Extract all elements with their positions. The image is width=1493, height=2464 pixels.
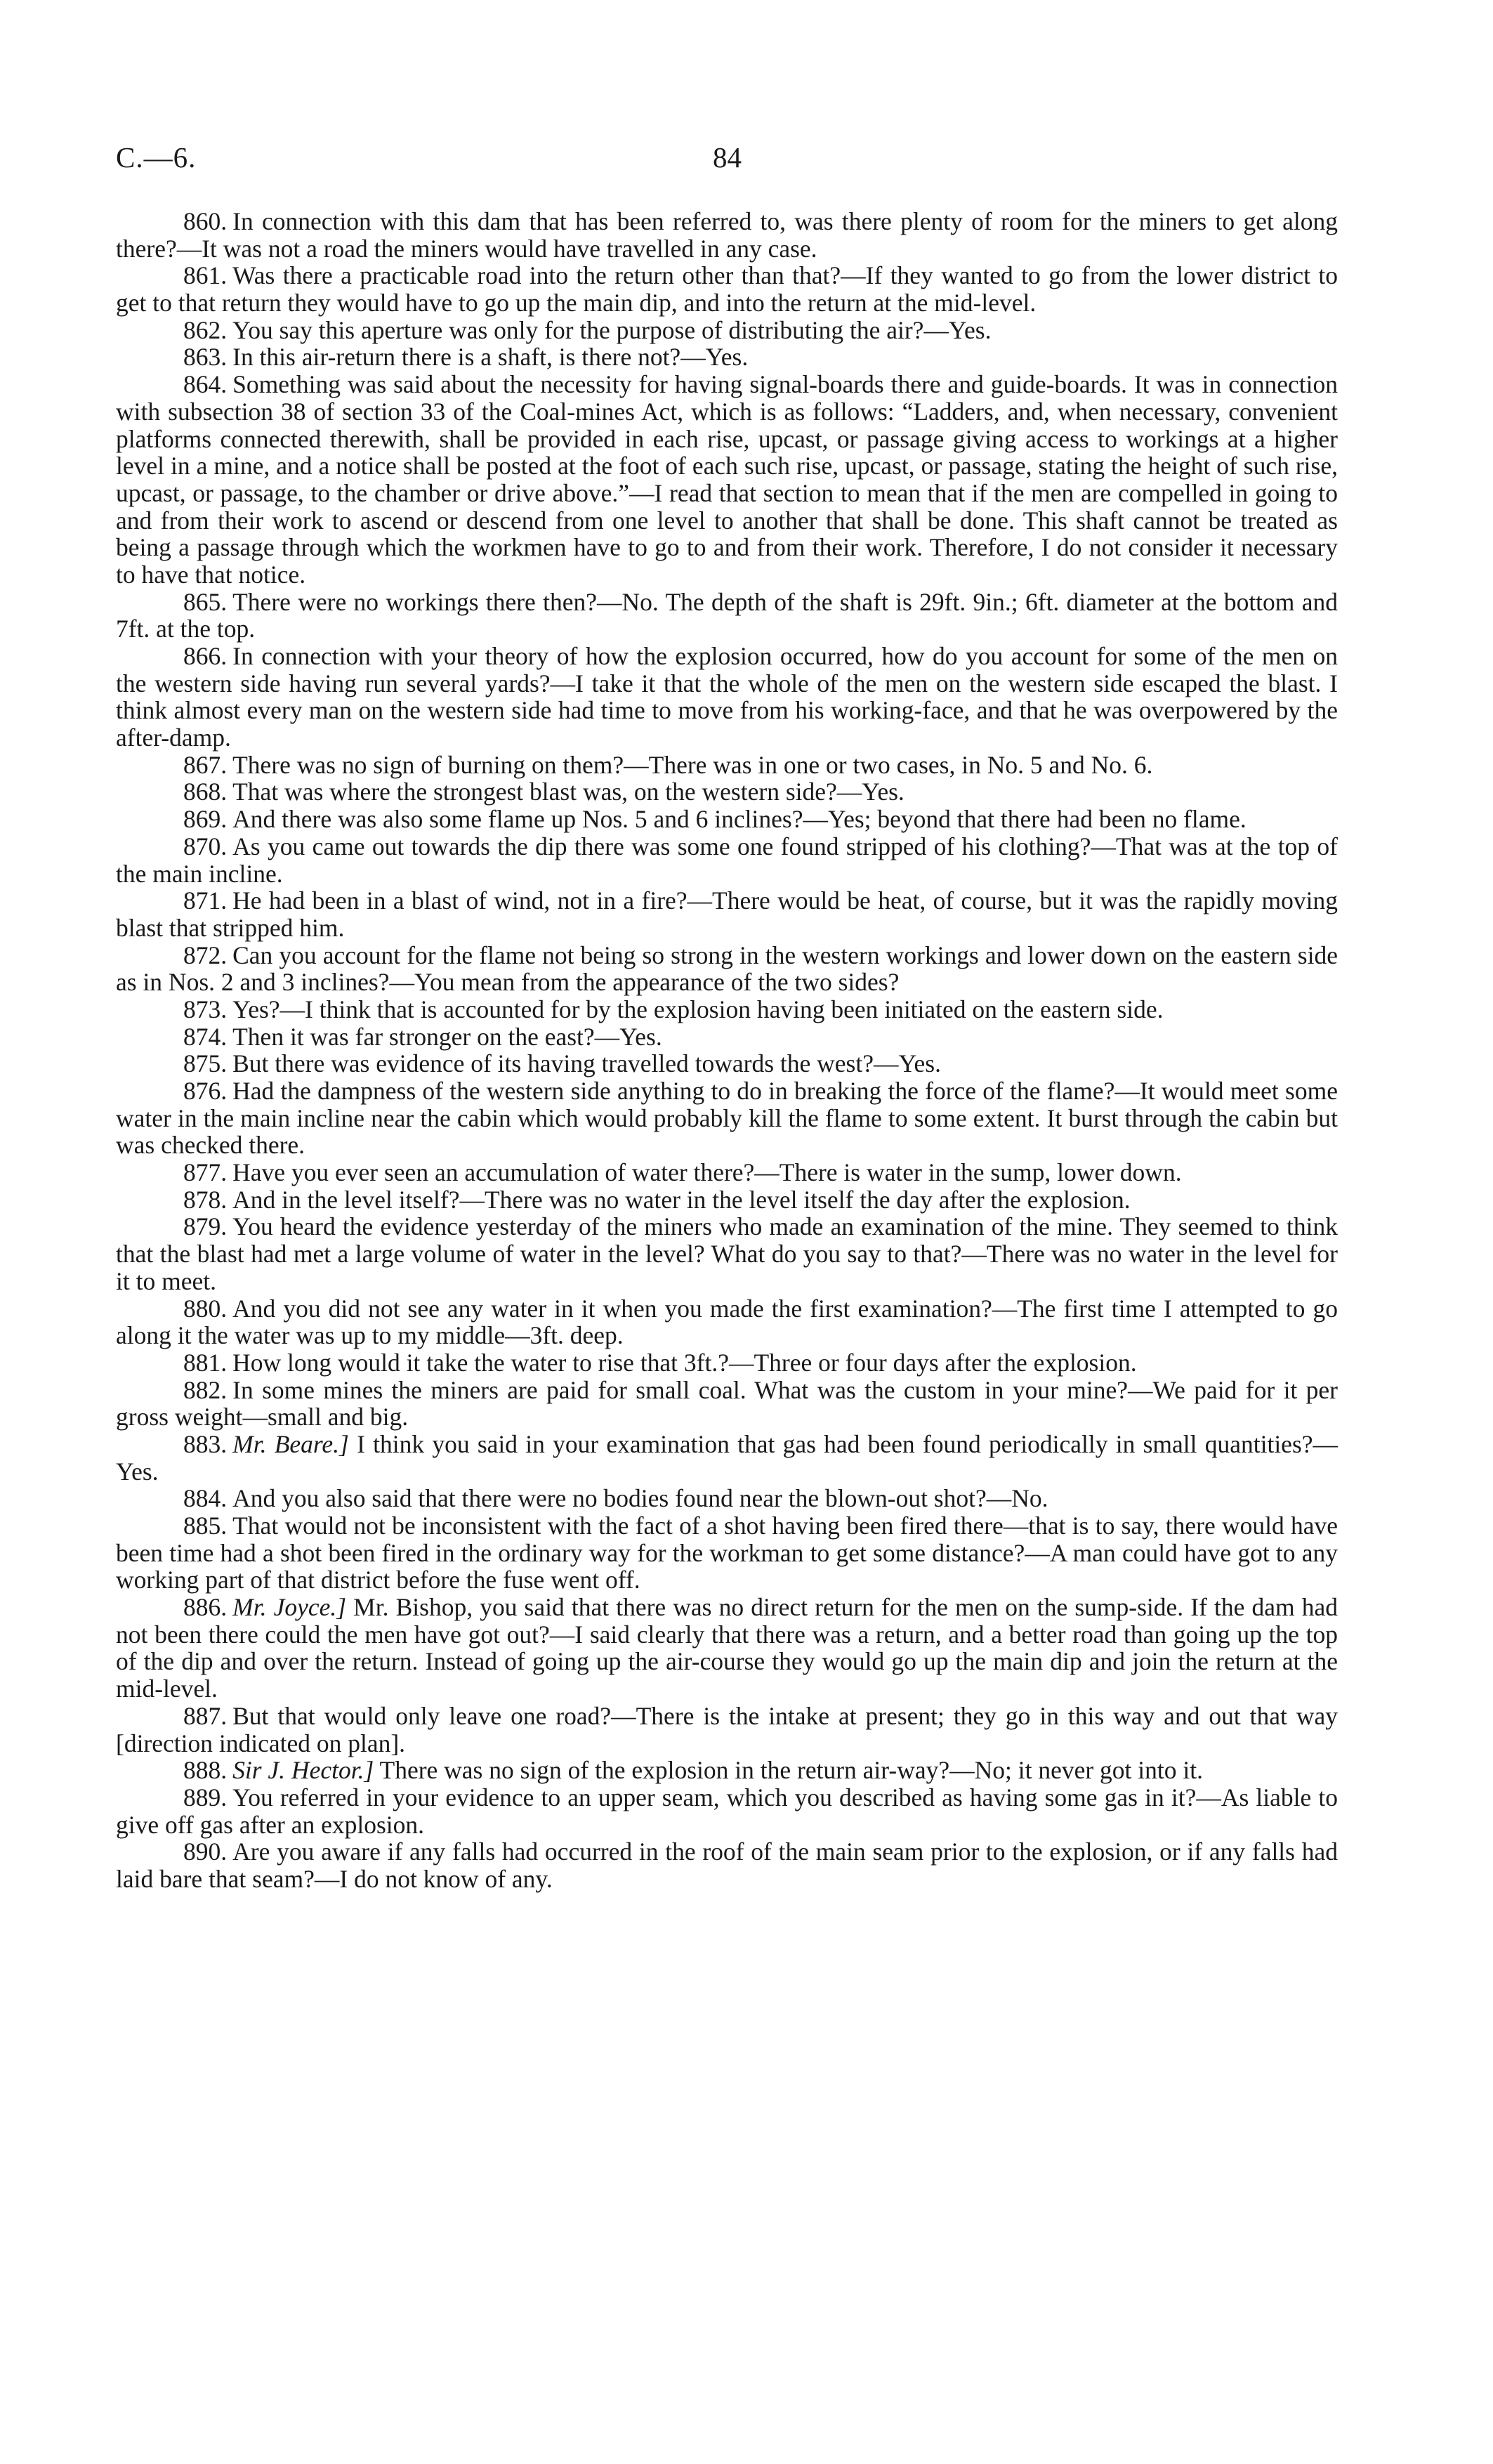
question-number: 862. [183, 315, 228, 344]
question-paragraph [116, 643, 1338, 752]
question-paragraph [116, 317, 1338, 344]
page-header [116, 140, 1338, 183]
question-text: You heard the evidence yesterday of the miners who made an examination of the mine. They seemed to think that the blast had met a large volume of water in the level? What do you say to that?—There was no water in the level for it to meet. [116, 1212, 1338, 1295]
question-number: 877. [183, 1158, 228, 1187]
page-number: 84 [713, 141, 742, 173]
question-text: I think you said in your examination that gas had been found periodically in small quantities?—Yes. [116, 1429, 1339, 1486]
question-number: 860. [183, 207, 228, 235]
question-paragraph [116, 371, 1338, 589]
question-text: In some mines the miners are paid for small coal. What was the custom in your mine?—We paid for it per gross weight—small and big. [116, 1375, 1338, 1431]
question-text: But that would only leave one road?—There is the intake at present; they go in this way and out that way [direction indicated on plan]. [116, 1701, 1338, 1757]
question-paragraph [116, 1485, 1338, 1512]
question-paragraph [116, 1050, 1338, 1077]
question-text: Yes?—I think that is accounted for by the explosion having been initiated on the eastern side. [232, 995, 1164, 1023]
question-text: You say this aperture was only for the purpose of distributing the air?—Yes. [232, 315, 992, 344]
question-text: And you also said that there were no bodies found near the blown-out shot?—No. [232, 1484, 1048, 1513]
question-number: 869. [183, 805, 228, 834]
question-paragraph [116, 1349, 1338, 1377]
question-text: Had the dampness of the western side anything to do in breaking the force of the flame?—It would meet some water in the main incline near the cabin which would probably kill the flame to some extent. It burst through the cabin but was checked there. [116, 1077, 1338, 1160]
question-text: In connection with your theory of how the explosion occurred, how do you account for some of the men on the western side having run several yards?—I take it that the whole of the men on the western side escaped the blast. I think almost every man on the western side had time to move from his working-face, and that he was overpowered by the after-damp. [116, 642, 1338, 752]
speaker-name: Mr. Beare.] [232, 1429, 349, 1458]
question-number: 863. [183, 343, 228, 372]
question-text: Something was said about the necessity for having signal-boards there and guide-boards. It was in connection with subsection 38 of section 33 of the Coal-mines Act, which is as follows: “Ladders, and, when necessary, convenient platforms connected therewith, shall be provided in each rise, upcast, or passage giving access to workings at a higher level in a mine, and a notice shall be posted at the foot of each such rise, upcast, or passage, stating the height of such rise, upcast, or passage, to the chamber or drive above.”—I read that section to mean that if the men are compelled in going to and from their work to ascend or descend from one level to another that shall be done. This shaft cannot be treated as being a passage through which the workmen have to go to and from their work. Therefore, I do not consider it necessary to have that notice. [116, 370, 1338, 589]
question-text: And there was also some flame up Nos. 5 and 6 inclines?—Yes; beyond that there had been no flame. [232, 805, 1247, 834]
question-number: 865. [183, 587, 228, 616]
question-number: 866. [183, 642, 228, 670]
question-text: And in the level itself?—There was no water in the level itself the day after the explosion. [232, 1185, 1131, 1214]
question-text: There was no sign of the explosion in the return air-way?—No; it never got into it. [379, 1756, 1203, 1785]
question-paragraph [116, 1023, 1338, 1051]
question-paragraph [116, 1838, 1338, 1892]
question-paragraph [116, 1512, 1338, 1594]
speaker-name: Mr. Joyce.] [232, 1593, 347, 1622]
question-paragraph [116, 1431, 1338, 1485]
question-number: 882. [183, 1375, 228, 1404]
question-number: 867. [183, 750, 228, 779]
question-text: Have you ever seen an accumulation of water there?—There is water in the sump, lower down. [232, 1158, 1182, 1187]
question-number: 874. [183, 1022, 228, 1051]
question-number: 875. [183, 1049, 228, 1078]
speaker-name: Sir J. Hector.] [232, 1756, 374, 1785]
question-paragraph [116, 1159, 1338, 1186]
question-number: 879. [183, 1212, 228, 1241]
question-paragraph [116, 343, 1338, 371]
question-paragraph [116, 806, 1338, 833]
question-number: 883. [183, 1429, 228, 1458]
question-number: 872. [183, 941, 228, 969]
question-number: 888. [183, 1756, 228, 1785]
question-text: But there was evidence of its having travelled towards the west?—Yes. [232, 1049, 941, 1078]
question-text: Then it was far stronger on the east?—Yes. [232, 1022, 662, 1051]
question-paragraph [116, 1703, 1338, 1757]
question-paragraph [116, 942, 1338, 996]
question-number: 871. [183, 886, 228, 915]
document-reference: C.—6. [116, 141, 197, 173]
question-number: 876. [183, 1077, 228, 1105]
question-text: Was there a practicable road into the return other than that?—If they wanted to go from the lower district to get to that return they would have to go up the main dip, and into the return at the mid-level. [116, 261, 1338, 317]
question-text: And you did not see any water in it when you made the first examination?—The first time I attempted to go along it the water was up to my middle—3ft. deep. [116, 1294, 1338, 1350]
question-text: Can you account for the flame not being so strong in the western workings and lower down on the eastern side as in Nos. 2 and 3 inclines?—You mean from the appearance of the two sides? [116, 941, 1338, 997]
question-number: 868. [183, 778, 228, 806]
question-number: 861. [183, 261, 228, 290]
question-paragraph [116, 1186, 1338, 1214]
question-text: In this air-return there is a shaft, is there not?—Yes. [232, 343, 749, 372]
question-number: 885. [183, 1512, 228, 1540]
question-number: 886. [183, 1593, 228, 1622]
question-paragraph [116, 833, 1338, 887]
question-text: That would not be inconsistent with the fact of a shot having been fired there—that is to say, there would have been time had a shot been fired in the ordinary way for the workman to get some distance?—A man could have got to any working part of that district before the fuse went off. [116, 1512, 1338, 1594]
question-text: There were no workings there then?—No. The depth of the shaft is 29ft. 9in.; 6ft. diameter at the bottom and 7ft. at the top. [116, 587, 1338, 643]
question-number: 881. [183, 1348, 228, 1377]
question-paragraph [116, 208, 1338, 262]
question-number: 890. [183, 1837, 228, 1866]
question-text: You referred in your evidence to an upper seam, which you described as having some gas in it?—As liable to give off gas after an explosion. [116, 1783, 1338, 1839]
question-text: How long would it take the water to rise that 3ft.?—Three or four days after the explosion. [232, 1348, 1137, 1377]
question-paragraph [116, 996, 1338, 1023]
question-number: 887. [183, 1701, 228, 1730]
question-text: There was no sign of burning on them?—There was in one or two cases, in No. 5 and No. 6. [232, 750, 1153, 779]
question-number: 889. [183, 1783, 228, 1811]
question-paragraph [116, 1213, 1338, 1295]
question-paragraph [116, 1295, 1338, 1349]
question-paragraph [116, 1757, 1338, 1784]
question-number: 873. [183, 995, 228, 1023]
question-number: 878. [183, 1185, 228, 1214]
question-paragraph [116, 1377, 1338, 1431]
question-paragraph [116, 752, 1338, 779]
question-paragraph [116, 262, 1338, 316]
question-text: He had been in a blast of wind, not in a fire?—There would be heat, of course, but it was the rapidly moving blast that stripped him. [116, 886, 1338, 942]
question-paragraph [116, 1784, 1338, 1838]
question-number: 870. [183, 832, 228, 860]
question-paragraph [116, 778, 1338, 806]
question-paragraph [116, 1594, 1338, 1703]
testimony-body [116, 208, 1338, 1893]
question-paragraph [116, 1077, 1338, 1159]
question-text: In connection with this dam that has been referred to, was there plenty of room for the miners to get along there?—It was not a road the miners would have travelled in any case. [116, 207, 1338, 263]
question-text: That was where the strongest blast was, on the western side?—Yes. [232, 778, 905, 806]
question-text: Are you aware if any falls had occurred in the roof of the main seam prior to the explosion, or if any falls had laid bare that seam?—I do not know of any. [116, 1837, 1338, 1893]
question-text: Mr. Bishop, you said that there was no direct return for the men on the sump-side. If the dam had not been there could the men have got out?—I said clearly that there was a return, and a better road than going up the top of the dip and over the return. Instead of going up the air-course they would go up the main dip and join the return at the mid-level. [116, 1593, 1339, 1703]
question-number: 884. [183, 1484, 228, 1513]
question-text: As you came out towards the dip there was some one found stripped of his clothing?—That was at the top of the main incline. [116, 832, 1338, 888]
question-paragraph [116, 589, 1338, 643]
question-number: 880. [183, 1294, 228, 1323]
question-number: 864. [183, 370, 228, 399]
question-paragraph [116, 887, 1338, 941]
